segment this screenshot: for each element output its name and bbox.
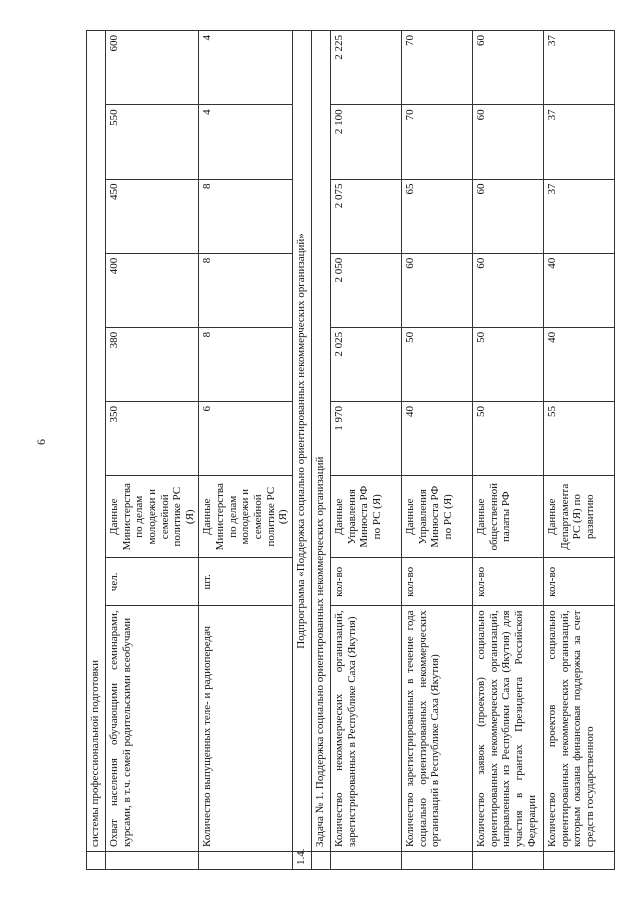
row-number xyxy=(199,851,292,869)
subprogram-number: 1.4. xyxy=(292,851,311,869)
source-cell: Данные Управления Минюста РФ по РС (Я) xyxy=(401,476,472,558)
value-cell: 70 xyxy=(401,31,472,105)
value-cell: 60 xyxy=(472,31,543,105)
value-cell: 2 025 xyxy=(330,327,401,401)
value-cell: 40 xyxy=(543,253,614,327)
row-number xyxy=(87,851,106,869)
value-cell: 50 xyxy=(472,402,543,476)
indicators-table xyxy=(86,30,615,870)
value-cell: 4 xyxy=(199,105,292,179)
row-number xyxy=(543,851,614,869)
row-number xyxy=(311,851,330,869)
task-title: Задача № 1. Поддержка социально ориентированных некоммерческих организаций xyxy=(311,31,330,852)
value-cell: 55 xyxy=(543,402,614,476)
value-cell: 350 xyxy=(106,402,199,476)
table-row xyxy=(199,31,292,870)
unit-cell: кол-во xyxy=(401,558,472,606)
rotated-table-container xyxy=(86,30,596,870)
value-cell: 1 970 xyxy=(330,402,401,476)
value-cell: 60 xyxy=(401,253,472,327)
source-cell: Данные общественной палаты РФ xyxy=(472,476,543,558)
subprogram-title: Подпрограмма «Поддержка социально ориентированных некоммерческих организаций» xyxy=(292,31,311,852)
value-cell: 8 xyxy=(199,253,292,327)
value-cell: 60 xyxy=(472,179,543,253)
value-cell: 50 xyxy=(472,327,543,401)
unit-cell: кол-во xyxy=(543,558,614,606)
indicator-name: Количество некоммерческих организаций, зарегистрированных в Республике Саха (Якутия) xyxy=(330,606,401,852)
table-row xyxy=(330,31,401,870)
unit-cell: кол-во xyxy=(472,558,543,606)
value-cell: 4 xyxy=(199,31,292,105)
value-cell: 6 xyxy=(199,402,292,476)
indicator-name: Количество проектов социально ориентированных некоммерческих организаций, которым оказана финансовая поддержка за счет средств государственного xyxy=(543,606,614,852)
value-cell: 600 xyxy=(106,31,199,105)
page-number: 6 xyxy=(34,439,48,445)
table-row xyxy=(543,31,614,870)
value-cell: 65 xyxy=(401,179,472,253)
unit-cell: кол-во xyxy=(330,558,401,606)
task-row xyxy=(311,31,330,870)
source-cell: Данные Департамента РС (Я) по развитию xyxy=(543,476,614,558)
table-row xyxy=(401,31,472,870)
value-cell: 70 xyxy=(401,105,472,179)
value-cell: 550 xyxy=(106,105,199,179)
value-cell: 450 xyxy=(106,179,199,253)
value-cell: 8 xyxy=(199,327,292,401)
continuation-text: системы профессиональной подготовки xyxy=(87,31,106,852)
value-cell: 2 100 xyxy=(330,105,401,179)
row-number xyxy=(106,851,199,869)
unit-cell: шт. xyxy=(199,558,292,606)
indicator-name: Количество заявок (проектов) социально ориентированных некоммерческих организаций, направленных из Республики Саха (Якутия) для участия в грантах Президента Российской Федерации xyxy=(472,606,543,852)
table-row xyxy=(472,31,543,870)
unit-cell: чел. xyxy=(106,558,199,606)
continuation-row xyxy=(87,31,106,870)
row-number xyxy=(401,851,472,869)
value-cell: 37 xyxy=(543,179,614,253)
value-cell: 60 xyxy=(472,105,543,179)
value-cell: 2 075 xyxy=(330,179,401,253)
value-cell: 50 xyxy=(401,327,472,401)
value-cell: 60 xyxy=(472,253,543,327)
row-number xyxy=(330,851,401,869)
indicator-name: Количество зарегистрированных в течение года социально ориентированных некоммерческих организаций в Республике Саха (Якутия) xyxy=(401,606,472,852)
value-cell: 2 050 xyxy=(330,253,401,327)
indicator-name: Количество выпущенных теле- и радиопередач xyxy=(199,606,292,852)
indicator-name: Охват населения обучающими семинарами, курсами, в т.ч. семей родительскими всеобучами xyxy=(106,606,199,852)
value-cell: 37 xyxy=(543,31,614,105)
subprogram-row xyxy=(292,31,311,870)
value-cell: 40 xyxy=(543,327,614,401)
value-cell: 8 xyxy=(199,179,292,253)
value-cell: 2 225 xyxy=(330,31,401,105)
source-cell: Данные Министерства по делам молодежи и семейной политике РС (Я) xyxy=(106,476,199,558)
value-cell: 400 xyxy=(106,253,199,327)
source-cell: Данные Министерства по делам молодежи и семейной политике РС (Я) xyxy=(199,476,292,558)
value-cell: 37 xyxy=(543,105,614,179)
value-cell: 40 xyxy=(401,402,472,476)
row-number xyxy=(472,851,543,869)
value-cell: 380 xyxy=(106,327,199,401)
source-cell: Данные Управления Минюста РФ по РС (Я) xyxy=(330,476,401,558)
table-row xyxy=(106,31,199,870)
